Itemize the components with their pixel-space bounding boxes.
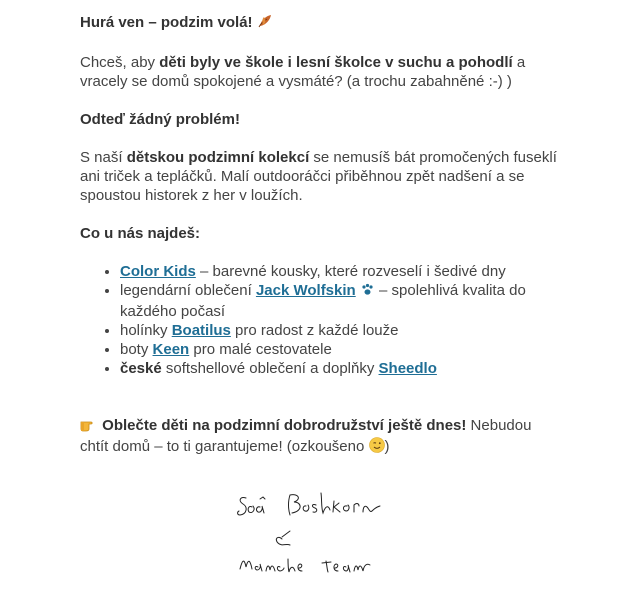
item-text-end: pro malé cestovatele [189, 341, 332, 358]
item-text-end: – spolehlivá kvalita do každého počasí [120, 282, 526, 320]
brand-link-sheedlo[interactable]: Sheedlo [378, 360, 437, 377]
solution-bold: dětskou podzimní kolekcí [126, 149, 310, 166]
item-text: softshellové oblečení a doplňky [161, 360, 379, 377]
solution-text: S naší [80, 149, 127, 166]
brand-link-keen[interactable]: Keen [152, 341, 190, 358]
brand-link-jack-wolfskin[interactable]: Jack Wolfskin [255, 282, 356, 299]
cta-bold: Oblečte děti na podzimní dobrodružství ještě dnes! [102, 417, 467, 434]
list-item [120, 321, 560, 340]
intro-text: Chceš, aby [80, 54, 160, 71]
list-item [120, 340, 560, 359]
brand-link-boatilus[interactable]: Boatilus [171, 322, 231, 339]
autumn-leaves-icon [257, 13, 273, 34]
intro-paragraph [80, 53, 560, 91]
intro-title-line [80, 13, 560, 34]
item-bold: české [120, 360, 162, 377]
item-text-end: – barevné kousky, které rozveselí i šedivé dny [195, 263, 506, 280]
cta-close-paren: ) [384, 438, 390, 455]
intro-title: Hurá ven – podzim volá! [80, 14, 253, 31]
winking-face-icon [369, 437, 385, 458]
intro-bold: děti byly ve škole i lesní školce v suchu a pohodlí [159, 54, 513, 71]
solution-heading-line [80, 110, 560, 129]
item-text: holínky [120, 322, 172, 339]
solution-paragraph [80, 148, 560, 205]
list-item [120, 359, 560, 378]
brand-link-color-kids[interactable]: Color Kids [120, 263, 196, 280]
paw-prints-icon [360, 283, 375, 302]
intro-text-end: a vracely se domů spokojené a vysmáté? (a trochu zabahněné :-) ) [80, 54, 526, 90]
item-text: boty [120, 341, 153, 358]
list-item [120, 262, 560, 281]
handwritten-signature [230, 487, 400, 587]
offer-heading-line [80, 224, 560, 243]
pointing-hand-icon [80, 416, 98, 437]
brand-list [80, 262, 560, 378]
email-body [80, 13, 560, 458]
cta-text: Nebudou chtít domů – to ti garantujeme! (ozkoušeno [80, 417, 532, 455]
item-text: legendární oblečení [120, 282, 256, 299]
offer-heading: Co u nás najdeš: [80, 225, 201, 242]
list-item [120, 281, 560, 321]
item-text-end: pro radost z každé louže [230, 322, 399, 339]
solution-heading: Odteď žádný problém! [80, 111, 240, 128]
solution-text-end: se nemusíš bát promočených fusеklí ani triček a tepláčků. Malí outdooráčci přiběhnou zpět nadšení a se spoustou historek z her v loužích. [80, 149, 557, 204]
cta-paragraph [80, 416, 560, 458]
